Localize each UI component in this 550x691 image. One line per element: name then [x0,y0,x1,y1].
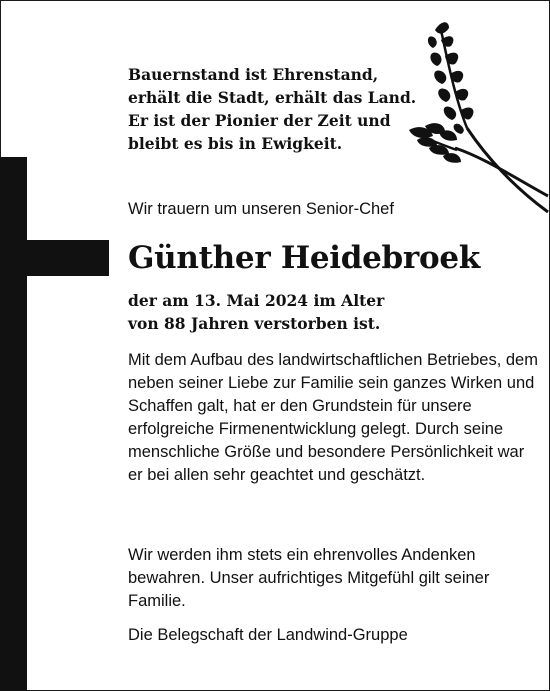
verse-line: bleibt es bis in Ewigkeit. [128,134,343,153]
death-details-line: der am 13. Mai 2024 im Alter [128,291,385,310]
death-details-line: von 88 Jahren verstorben ist. [128,314,381,333]
tribute-paragraph: Mit dem Aufbau des landwirtschaftlichen Betriebes, dem neben seiner Liebe zur Familie sein ganzes Wirken und Schaffen galt, hat er den Grundstein für unsere erfolgreiche Firmenentwicklung gelegt. Durch seine menschliche Größe und besondere Persönlichkeit war er bei allen sehr geachtet und geschätzt. [128,351,538,484]
condolence-paragraph: Wir werden ihm stets ein ehrenvolles Andenken bewahren. Unser aufrichtiges Mitgefühl gilt seiner Familie. [128,546,490,610]
cross-vertical-bar [0,157,27,691]
cross-horizontal-bar [0,240,109,276]
wheat-icon [405,18,550,218]
poem-verse [128,63,416,155]
verse-line: erhält die Stadt, erhält das Land. [128,88,417,107]
death-details [128,289,384,335]
deceased-name: Günther Heidebroek [128,240,480,276]
verse-line: Bauernstand ist Ehrenstand, [128,65,379,84]
verse-line: Er ist der Pionier der Zeit und [128,111,391,130]
mourning-intro: Wir trauern um unseren Senior-Chef [128,200,394,218]
signature: Die Belegschaft der Landwind-Gruppe [128,626,408,644]
